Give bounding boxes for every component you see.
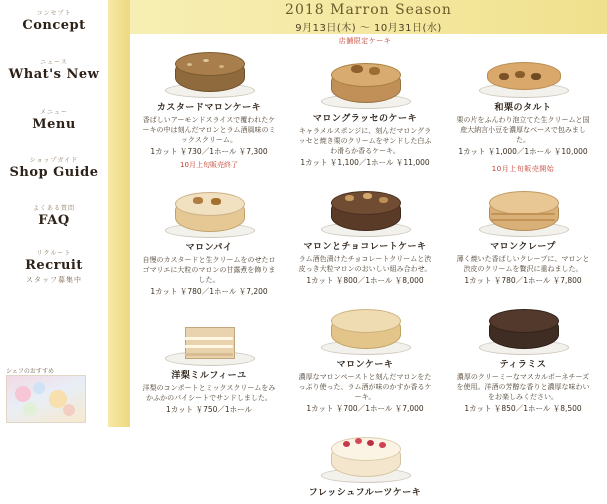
menu-item[interactable]	[290, 293, 440, 415]
menu-item-badge: 10月上旬販売開始	[491, 164, 555, 173]
sidebar-item-menu[interactable]	[0, 107, 108, 132]
gold-vertical-band	[108, 0, 130, 427]
cake-image-custard-marron	[163, 36, 255, 98]
page-title: 2018 Marron Season	[285, 2, 452, 18]
sidebar-item-label: Recruit	[25, 258, 83, 273]
sidebar-item-concept[interactable]	[0, 8, 108, 33]
sidebar-deco-caption: シェフのおすすめ	[6, 368, 54, 375]
menu-item-name: カスタードマロンケーキ	[156, 103, 262, 113]
main-content	[130, 0, 607, 498]
menu-item[interactable]	[134, 304, 284, 416]
menu-item-price: 1カット ￥1,100／1ホール ￥11,000	[300, 158, 430, 168]
sidebar-item-whats-new[interactable]	[0, 57, 108, 82]
menu-item[interactable]	[448, 293, 598, 415]
menu-item-name: 洋梨ミルフィーユ	[171, 370, 247, 381]
menu-item-price: 1カット ￥780／1ホール ￥7,800	[464, 276, 582, 286]
sidebar-decoration-image	[6, 375, 86, 423]
menu-item-desc: 香ばしいアーモンドスライスで覆われたケーキの中は刻んだマロンとラム酒風味のミックスクリーム。	[142, 116, 276, 145]
menu-item-price: 1カット ￥850／1ホール ￥8,500	[464, 404, 582, 414]
sidebar-item-faq[interactable]	[0, 203, 108, 228]
menu-item-desc: 洋梨のコンポートとミックスクリームをみかふかのパイシートでサンドしました。	[142, 383, 276, 402]
season-dates: 9月13日(木) ～ 10月31日(水)	[295, 23, 442, 34]
menu-column-2	[290, 36, 440, 504]
sidebar-item-label: Concept	[22, 18, 86, 33]
cake-image-fresh-fruit	[319, 421, 411, 483]
menu-item[interactable]	[134, 36, 284, 170]
sidebar-item-kana: リクルート	[36, 250, 72, 257]
sidebar-item-kana: メニュー	[39, 109, 68, 116]
menu-item-desc: 濃厚のクリーミーなマスカルポーネチーズを使用。洋酒の芳醇な香りと濃厚な味わいをお楽しみください。	[456, 372, 590, 401]
menu-item[interactable]	[448, 36, 598, 158]
menu-item-name: 和栗のタルト	[494, 103, 552, 113]
menu-item-desc: 薄く焼いた香ばしいクレープに、マロンと渋皮のクリームを贅沢に重ねました。	[456, 254, 590, 274]
sidebar-item-kana: ショップガイド	[29, 157, 79, 164]
sidebar-item-kana: コンセプト	[36, 10, 72, 17]
menu-item-name: マロングラッセのケーキ	[312, 114, 418, 124]
menu-item-note: 10月上旬販売終了	[180, 160, 238, 169]
cake-image-marron-crepe	[477, 175, 569, 237]
menu-item[interactable]	[134, 176, 284, 298]
cake-image-tiramisu	[477, 293, 569, 355]
menu-column-1	[134, 36, 284, 422]
menu-item-desc: 濃厚なマロンペーストと刻んだマロンをたっぷり使った、ラム酒が味のかすか香るケーキ。	[298, 372, 432, 401]
cake-image-marron-chocolate	[319, 175, 411, 237]
menu-column-3	[448, 36, 598, 421]
cake-image-waguri-tart	[477, 36, 569, 98]
menu-item-name: フレッシュフルーツケーキ	[308, 487, 422, 498]
sidebar-item-recruit[interactable]	[0, 248, 108, 285]
menu-item[interactable]	[290, 175, 440, 287]
sidebar-item-kana: よくある質問	[32, 205, 75, 212]
season-header	[130, 0, 607, 34]
menu-item-price: 1カット ￥730／1ホール ￥7,300	[150, 147, 268, 157]
sidebar-item-kana: ニュース	[40, 59, 68, 66]
menu-item-price: 1カット ￥780／1ホール ￥7,200	[150, 287, 268, 297]
menu-item-name: マロンクレープ	[490, 241, 556, 252]
menu-item-name: マロンとチョコレートケーキ	[303, 241, 427, 252]
menu-item[interactable]	[290, 36, 440, 169]
menu-item-name: ティラミス	[499, 359, 547, 370]
sidebar	[0, 0, 108, 427]
sidebar-item-label: FAQ	[38, 213, 70, 228]
cake-image-marron-cake	[319, 293, 411, 355]
menu-item-desc: 自慢のカスタードと生クリームをのせたロゴマリエに大粒のマロンの甘露煮を飾りました。	[142, 255, 276, 285]
menu-item[interactable]	[290, 421, 440, 498]
menu-item-desc: ラム酒色漬けたチョコレートクリームと渋皮っき大粒マロンのおいしい組み合わせ。	[298, 254, 432, 274]
menu-item-name: マロンパイ	[185, 242, 233, 253]
menu-item[interactable]	[448, 164, 598, 287]
menu-item-desc: 栗の片をふんわり泡立てた生クリームと国産大納言小豆を濃厚なベースで包みました。	[456, 116, 590, 145]
cake-image-marron-glace	[319, 47, 411, 109]
menu-item-price: 1カット ￥750／1ホール	[165, 405, 253, 415]
menu-item-desc: キャラメルスポンジに、刻んだマロングラッセと焼き栗のクリームをサンドした白ふわ滑らか香るケーキ。	[298, 127, 432, 156]
menu-item-name: マロンケーキ	[336, 359, 394, 370]
menu-item-badge: 店舗限定ケーキ	[338, 37, 392, 45]
cake-image-marron-pie	[163, 176, 255, 238]
sidebar-item-label: What's New	[8, 67, 100, 82]
cake-image-mille-feuille	[163, 304, 255, 366]
menu-item-price: 1カット ￥700／1ホール ￥7,000	[306, 404, 424, 414]
menu-item-price: 1カット ￥1,000／1ホール ￥10,000	[458, 147, 588, 157]
sidebar-item-label: Menu	[32, 117, 76, 132]
menu-item-price: 1カット ￥800／1ホール ￥8,000	[306, 276, 424, 286]
sidebar-item-sublabel: スタッフ募集中	[26, 276, 82, 284]
sidebar-item-shop-guide[interactable]	[0, 155, 108, 180]
sidebar-item-label: Shop Guide	[9, 165, 99, 180]
